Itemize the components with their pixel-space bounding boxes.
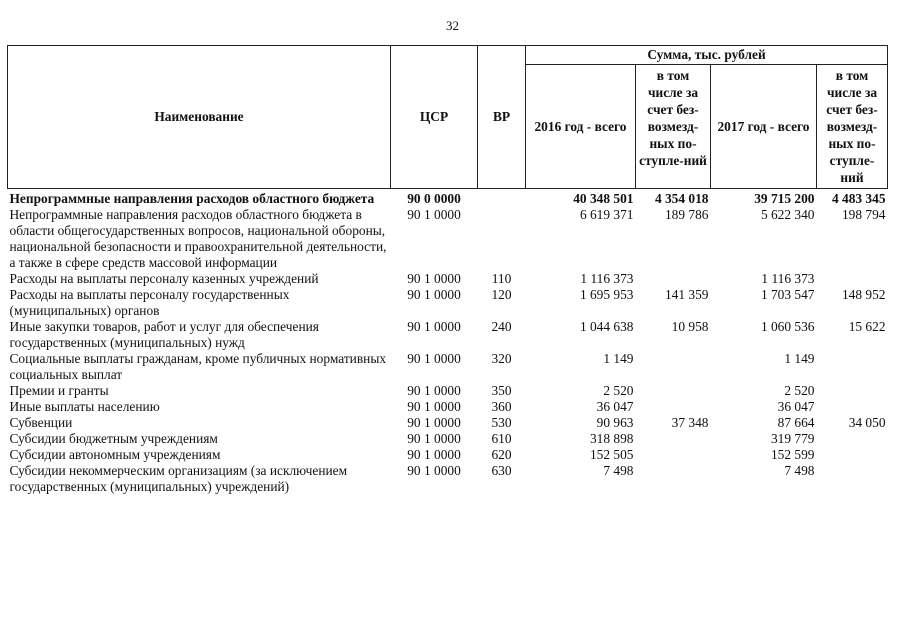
row-2017-total: 1 116 373 <box>761 271 815 286</box>
row-2017-free <box>817 271 888 287</box>
row-2017-total: 1 703 547 <box>760 287 815 302</box>
row-2017-total: 36 047 <box>777 399 815 414</box>
row-2016-total: 318 898 <box>589 431 634 446</box>
row-2016-total: 1 149 <box>603 351 634 366</box>
row-vr: 240 <box>491 319 512 334</box>
row-csr: 90 1 0000 <box>407 447 461 462</box>
row-2017-free: 34 050 <box>848 415 886 430</box>
table-row <box>8 189 888 208</box>
row-2017-free <box>817 399 888 415</box>
row-2017-free <box>817 351 888 383</box>
row-2016-free <box>636 447 711 463</box>
row-2016-total: 7 498 <box>603 463 634 478</box>
row-2016-total: 1 116 373 <box>580 271 634 286</box>
row-csr: 90 1 0000 <box>407 431 461 446</box>
row-vr: 120 <box>491 287 512 302</box>
row-2016-total: 40 348 501 <box>573 191 634 206</box>
row-name: Расходы на выплаты персоналу казенных учреждений <box>9 271 319 286</box>
row-2016-total: 6 619 371 <box>579 207 634 222</box>
header-vr: ВР <box>478 46 526 189</box>
row-name: Иные выплаты населению <box>9 399 160 414</box>
row-name: Субвенции <box>9 415 73 430</box>
row-2016-free: 10 958 <box>671 319 709 334</box>
row-2017-total: 39 715 200 <box>754 191 815 206</box>
row-2016-total: 1 044 638 <box>579 319 634 334</box>
row-2016-total: 1 695 953 <box>579 287 634 302</box>
row-name: Непрограммные направления расходов областного бюджета <box>9 191 375 206</box>
row-2017-free <box>817 463 888 495</box>
row-2017-free <box>817 431 888 447</box>
row-2017-total: 1 149 <box>784 351 815 366</box>
row-name: Премии и гранты <box>9 383 109 398</box>
row-2017-total: 87 664 <box>777 415 815 430</box>
table-row <box>8 271 888 287</box>
header-csr: ЦСР <box>391 46 478 189</box>
row-2017-free <box>817 383 888 399</box>
row-csr: 90 1 0000 <box>407 463 461 478</box>
table-row <box>8 287 888 319</box>
row-2016-free <box>636 383 711 399</box>
table-row <box>8 383 888 399</box>
row-2016-free <box>636 431 711 447</box>
row-vr: 530 <box>491 415 512 430</box>
table-row <box>8 447 888 463</box>
row-csr: 90 1 0000 <box>407 383 461 398</box>
row-vr: 620 <box>491 447 512 462</box>
row-2016-free <box>636 463 711 495</box>
row-2017-free: 148 952 <box>841 287 886 302</box>
row-2017-total: 319 779 <box>770 431 815 446</box>
row-csr: 90 1 0000 <box>407 207 461 222</box>
row-2016-free <box>636 399 711 415</box>
row-vr: 110 <box>491 271 512 286</box>
row-2016-free: 141 359 <box>664 287 709 302</box>
row-name: Непрограммные направления расходов областного бюджета в области общегосударственных вопросов, национальной обороны, национальной безопасности и правоохранительной деятельности, а также в сфере средств массовой информации <box>9 207 387 270</box>
row-name: Иные закупки товаров, работ и услуг для обеспечения государственных (муниципальных) нужд <box>9 319 319 350</box>
row-2016-free: 4 354 018 <box>654 191 709 206</box>
page-number: 32 <box>446 18 459 33</box>
row-2017-free: 4 483 345 <box>831 191 886 206</box>
table-row <box>8 431 888 447</box>
row-vr <box>478 207 526 271</box>
table-row <box>8 463 888 495</box>
row-2017-free: 15 622 <box>848 319 886 334</box>
table-body <box>8 189 888 496</box>
row-name: Расходы на выплаты персоналу государственных (муниципальных) органов <box>9 287 290 318</box>
row-2016-free: 37 348 <box>671 415 709 430</box>
row-vr: 630 <box>491 463 512 478</box>
header-2016-total: 2016 год - всего <box>526 65 636 189</box>
row-vr <box>478 189 526 208</box>
row-csr: 90 0 0000 <box>407 191 461 206</box>
table-row <box>8 351 888 383</box>
row-vr: 360 <box>491 399 512 414</box>
table-header <box>8 46 888 189</box>
table-row <box>8 319 888 351</box>
row-2017-total: 1 060 536 <box>760 319 815 334</box>
row-vr: 610 <box>491 431 512 446</box>
row-csr: 90 1 0000 <box>407 319 461 334</box>
row-vr: 350 <box>491 383 512 398</box>
row-csr: 90 1 0000 <box>407 287 461 302</box>
row-2016-free <box>636 351 711 383</box>
row-csr: 90 1 0000 <box>407 399 461 414</box>
row-vr: 320 <box>491 351 512 366</box>
row-name: Субсидии автономным учреждениям <box>9 447 221 462</box>
row-name: Субсидии бюджетным учреждениям <box>9 431 218 446</box>
row-2016-free: 189 786 <box>664 207 709 222</box>
row-csr: 90 1 0000 <box>407 351 461 366</box>
table-row <box>8 399 888 415</box>
row-2017-total: 2 520 <box>784 383 815 398</box>
row-2016-total: 90 963 <box>596 415 634 430</box>
row-name: Субсидии некоммерческим организациям (за исключением государственных (муниципальных) учреждений) <box>9 463 348 494</box>
row-2017-total: 7 498 <box>784 463 815 478</box>
header-2016-free: в том числе за счет без-возмезд-ных по-ступле-ний <box>636 65 711 189</box>
budget-table <box>7 45 888 495</box>
row-2016-free <box>636 271 711 287</box>
row-csr: 90 1 0000 <box>407 415 461 430</box>
row-2016-total: 2 520 <box>603 383 634 398</box>
row-2016-total: 152 505 <box>589 447 634 462</box>
row-name: Социальные выплаты гражданам, кроме публичных нормативных социальных выплат <box>9 351 387 382</box>
row-2016-total: 36 047 <box>596 399 634 414</box>
row-2017-total: 5 622 340 <box>760 207 815 222</box>
header-2017-free: в том числе за счет без-возмезд-ных по-ступле-ний <box>817 65 888 189</box>
table-row <box>8 207 888 271</box>
row-2017-free <box>817 447 888 463</box>
row-2017-free: 198 794 <box>841 207 886 222</box>
row-2017-total: 152 599 <box>770 447 815 462</box>
row-csr: 90 1 0000 <box>407 271 461 286</box>
header-name: Наименование <box>8 46 391 189</box>
header-2017-total: 2017 год - всего <box>711 65 817 189</box>
header-sum-group: Сумма, тыс. рублей <box>526 46 888 65</box>
table-row <box>8 415 888 431</box>
